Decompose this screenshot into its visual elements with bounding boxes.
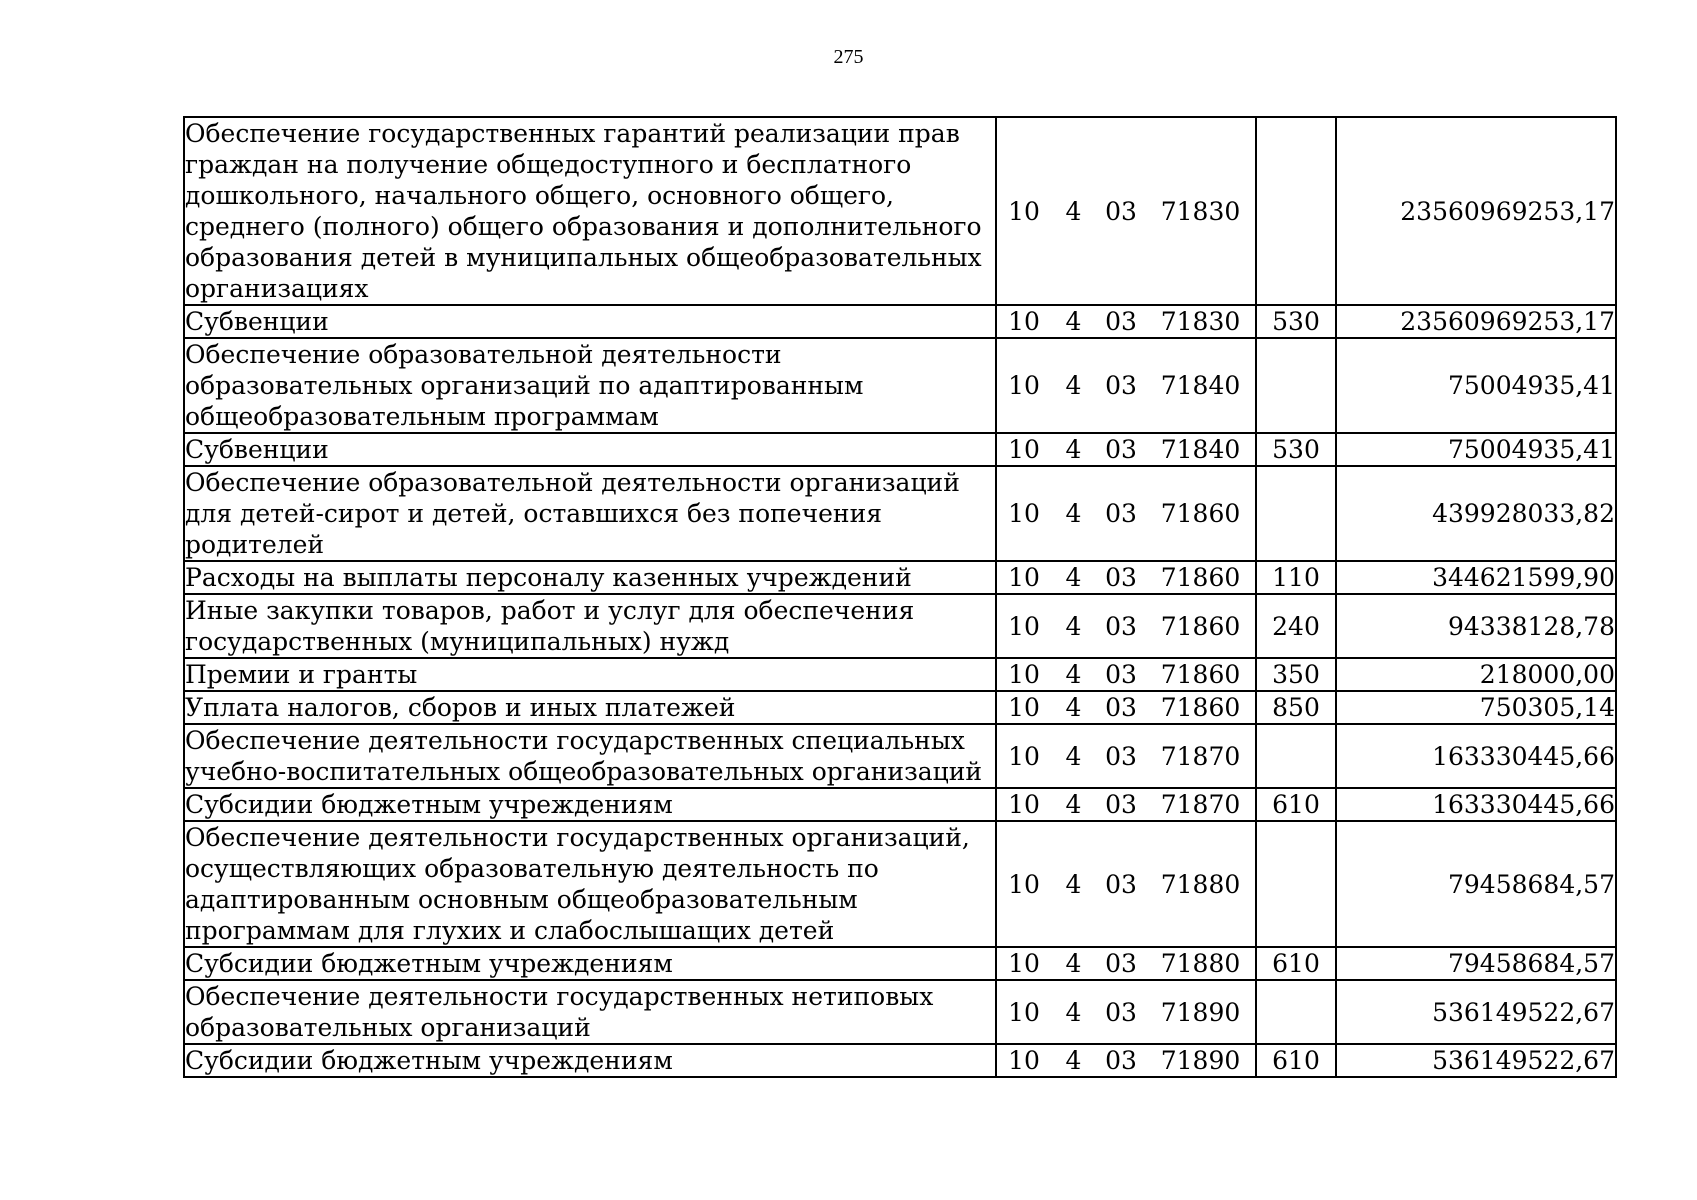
program-code: 03 <box>1096 561 1146 594</box>
program-code: 03 <box>1096 947 1146 980</box>
amount: 79458684,57 <box>1336 821 1616 947</box>
program-code: 03 <box>1096 980 1146 1044</box>
subsection-code: 4 <box>1051 466 1096 561</box>
amount: 23560969253,17 <box>1336 117 1616 305</box>
expense-type-code: 350 <box>1256 658 1336 691</box>
page-number: 275 <box>833 46 864 68</box>
subsection-code: 4 <box>1051 821 1096 947</box>
table-row <box>184 658 1616 691</box>
target-article-code: 71830 <box>1146 305 1256 338</box>
amount: 439928033,82 <box>1336 466 1616 561</box>
program-code: 03 <box>1096 821 1146 947</box>
target-article-code: 71890 <box>1146 1044 1256 1077</box>
row-description: Обеспечение образовательной деятельности организаций для детей-сирот и детей, оставшихся без попечения родителей <box>184 466 996 561</box>
expense-type-code <box>1256 466 1336 561</box>
section-code: 10 <box>996 117 1051 305</box>
row-description: Обеспечение государственных гарантий реализации прав граждан на получение общедоступного и бесплатного дошкольного, начального общего, основного общего, среднего (полного) общего образования и дополнительного образования детей в муниципальных общеобразовательных организациях <box>184 117 996 305</box>
target-article-code: 71860 <box>1146 561 1256 594</box>
program-code: 03 <box>1096 658 1146 691</box>
amount: 218000,00 <box>1336 658 1616 691</box>
amount: 79458684,57 <box>1336 947 1616 980</box>
section-code: 10 <box>996 305 1051 338</box>
table-row <box>184 691 1616 724</box>
section-code: 10 <box>996 788 1051 821</box>
row-description: Обеспечение деятельности государственных специальных учебно-воспитательных общеобразовательных организаций <box>184 724 996 788</box>
program-code: 03 <box>1096 724 1146 788</box>
row-description: Обеспечение деятельности государственных организаций, осуществляющих образовательную деятельность по адаптированным основным общеобразовательным программам для глухих и слабослышащих детей <box>184 821 996 947</box>
expense-type-code: 110 <box>1256 561 1336 594</box>
target-article-code: 71870 <box>1146 724 1256 788</box>
amount: 536149522,67 <box>1336 980 1616 1044</box>
expense-type-code: 610 <box>1256 947 1336 980</box>
row-description: Субвенции <box>184 305 996 338</box>
subsection-code: 4 <box>1051 561 1096 594</box>
target-article-code: 71860 <box>1146 594 1256 658</box>
section-code: 10 <box>996 594 1051 658</box>
expense-type-code: 240 <box>1256 594 1336 658</box>
expense-type-code <box>1256 338 1336 433</box>
amount: 23560969253,17 <box>1336 305 1616 338</box>
expense-type-code: 530 <box>1256 433 1336 466</box>
table-row <box>184 117 1616 305</box>
row-description: Уплата налогов, сборов и иных платежей <box>184 691 996 724</box>
amount: 163330445,66 <box>1336 788 1616 821</box>
subsection-code: 4 <box>1051 788 1096 821</box>
expense-type-code <box>1256 980 1336 1044</box>
table-row <box>184 561 1616 594</box>
expense-type-code: 850 <box>1256 691 1336 724</box>
section-code: 10 <box>996 466 1051 561</box>
expense-type-code: 530 <box>1256 305 1336 338</box>
table-body <box>184 117 1616 1077</box>
program-code: 03 <box>1096 788 1146 821</box>
table-row <box>184 947 1616 980</box>
amount: 536149522,67 <box>1336 1044 1616 1077</box>
program-code: 03 <box>1096 466 1146 561</box>
program-code: 03 <box>1096 594 1146 658</box>
section-code: 10 <box>996 561 1051 594</box>
expense-type-code <box>1256 724 1336 788</box>
row-description: Иные закупки товаров, работ и услуг для обеспечения государственных (муниципальных) нужд <box>184 594 996 658</box>
subsection-code: 4 <box>1051 980 1096 1044</box>
table-row <box>184 821 1616 947</box>
row-description: Обеспечение образовательной деятельности образовательных организаций по адаптированным общеобразовательным программам <box>184 338 996 433</box>
table-row <box>184 433 1616 466</box>
expense-type-code: 610 <box>1256 1044 1336 1077</box>
row-description: Субсидии бюджетным учреждениям <box>184 788 996 821</box>
target-article-code: 71890 <box>1146 980 1256 1044</box>
section-code: 10 <box>996 980 1051 1044</box>
row-description: Субвенции <box>184 433 996 466</box>
program-code: 03 <box>1096 691 1146 724</box>
target-article-code: 71860 <box>1146 658 1256 691</box>
section-code: 10 <box>996 1044 1051 1077</box>
amount: 75004935,41 <box>1336 338 1616 433</box>
table-row <box>184 338 1616 433</box>
table-row <box>184 466 1616 561</box>
target-article-code: 71870 <box>1146 788 1256 821</box>
section-code: 10 <box>996 691 1051 724</box>
row-description: Премии и гранты <box>184 658 996 691</box>
expense-type-code <box>1256 821 1336 947</box>
section-code: 10 <box>996 433 1051 466</box>
subsection-code: 4 <box>1051 691 1096 724</box>
subsection-code: 4 <box>1051 594 1096 658</box>
program-code: 03 <box>1096 305 1146 338</box>
expense-type-code <box>1256 117 1336 305</box>
program-code: 03 <box>1096 1044 1146 1077</box>
subsection-code: 4 <box>1051 724 1096 788</box>
table-row <box>184 305 1616 338</box>
amount: 750305,14 <box>1336 691 1616 724</box>
table-row <box>184 1044 1616 1077</box>
subsection-code: 4 <box>1051 338 1096 433</box>
subsection-code: 4 <box>1051 947 1096 980</box>
program-code: 03 <box>1096 338 1146 433</box>
section-code: 10 <box>996 724 1051 788</box>
target-article-code: 71830 <box>1146 117 1256 305</box>
table-row <box>184 788 1616 821</box>
section-code: 10 <box>996 947 1051 980</box>
target-article-code: 71880 <box>1146 947 1256 980</box>
table-row <box>184 594 1616 658</box>
row-description: Обеспечение деятельности государственных нетиповых образовательных организаций <box>184 980 996 1044</box>
amount: 75004935,41 <box>1336 433 1616 466</box>
table-row <box>184 980 1616 1044</box>
expense-type-code: 610 <box>1256 788 1336 821</box>
amount: 344621599,90 <box>1336 561 1616 594</box>
row-description: Расходы на выплаты персоналу казенных учреждений <box>184 561 996 594</box>
target-article-code: 71860 <box>1146 466 1256 561</box>
section-code: 10 <box>996 821 1051 947</box>
section-code: 10 <box>996 658 1051 691</box>
subsection-code: 4 <box>1051 1044 1096 1077</box>
target-article-code: 71840 <box>1146 338 1256 433</box>
target-article-code: 71840 <box>1146 433 1256 466</box>
amount: 94338128,78 <box>1336 594 1616 658</box>
section-code: 10 <box>996 338 1051 433</box>
program-code: 03 <box>1096 117 1146 305</box>
amount: 163330445,66 <box>1336 724 1616 788</box>
subsection-code: 4 <box>1051 658 1096 691</box>
row-description: Субсидии бюджетным учреждениям <box>184 1044 996 1077</box>
target-article-code: 71860 <box>1146 691 1256 724</box>
row-description: Субсидии бюджетным учреждениям <box>184 947 996 980</box>
target-article-code: 71880 <box>1146 821 1256 947</box>
subsection-code: 4 <box>1051 433 1096 466</box>
subsection-code: 4 <box>1051 117 1096 305</box>
table-row <box>184 724 1616 788</box>
budget-table <box>183 116 1617 1078</box>
program-code: 03 <box>1096 433 1146 466</box>
subsection-code: 4 <box>1051 305 1096 338</box>
